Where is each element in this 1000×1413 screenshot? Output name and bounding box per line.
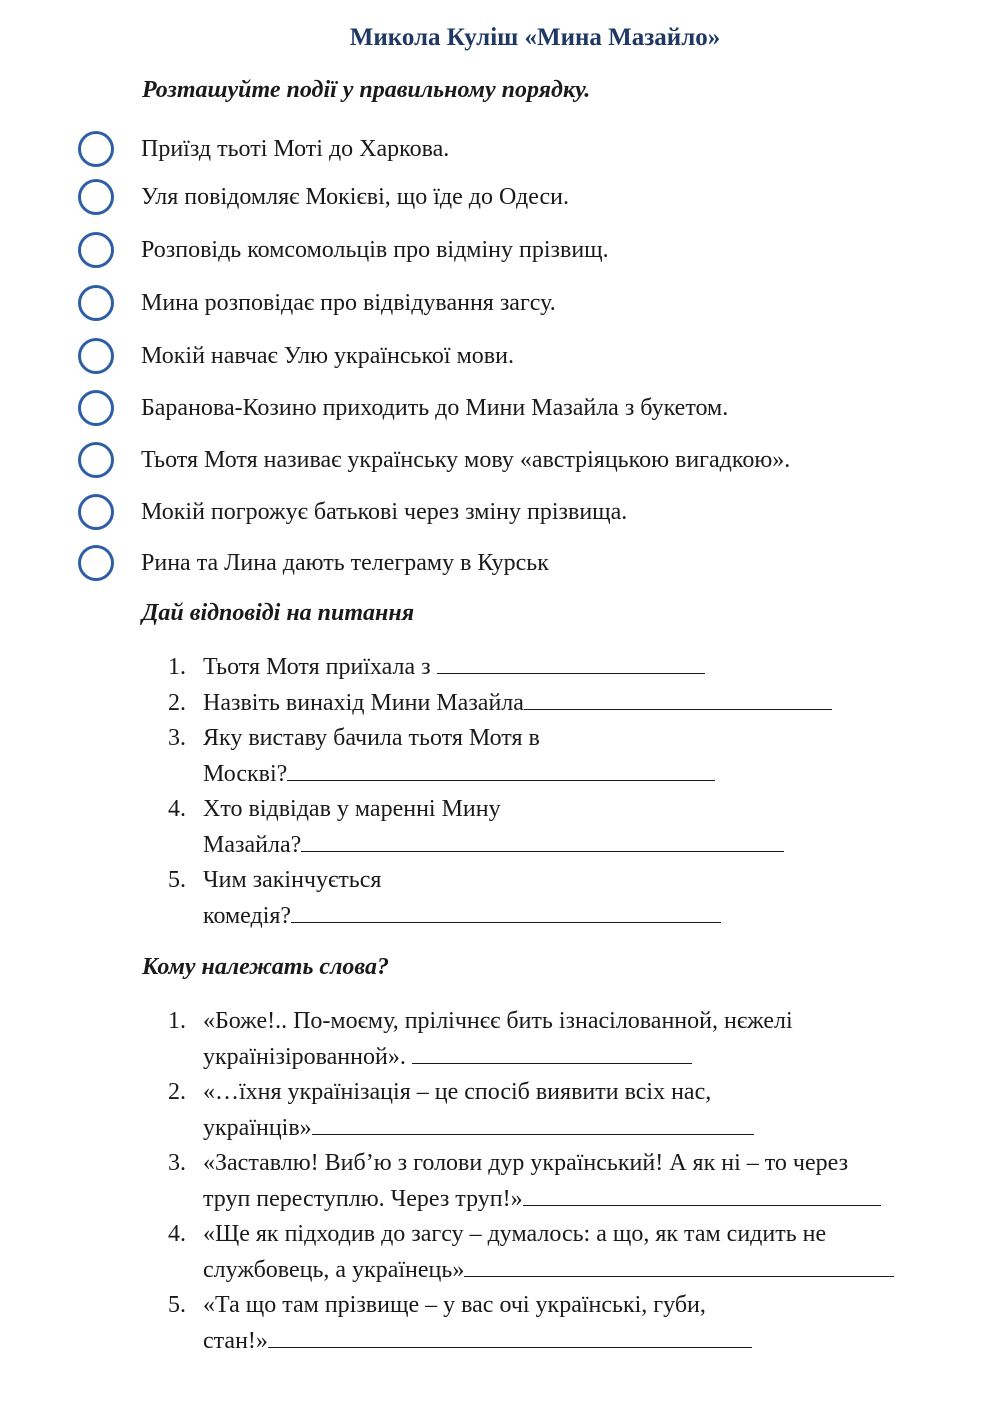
order-circle-input[interactable] [78, 285, 114, 321]
quote-text-line: «Ще як підходив до загсу – думалось: а що, як там сидить не [203, 1221, 827, 1247]
quote-number: 2. [168, 1079, 186, 1105]
quote-text-line: «Заставлю! Виб’ю з голови дур український! А як ні – то через [203, 1150, 849, 1176]
quote-text: труп переступлю. Через труп!» [203, 1185, 523, 1212]
question-text-line: Чим закінчується [203, 867, 382, 893]
answer-blank[interactable] [412, 1041, 692, 1064]
quote-text-line: «Та що там прізвище – у вас очі українські, губи, [203, 1292, 706, 1318]
answer-blank[interactable] [464, 1254, 894, 1277]
order-circle-input[interactable] [78, 545, 114, 581]
event-row[interactable] [78, 129, 449, 169]
event-row[interactable] [78, 543, 549, 583]
event-text: Приїзд тьоті Моті до Харкова. [141, 135, 450, 162]
question-text: Тьотя Мотя приїхала з [203, 654, 437, 680]
quote-item [168, 1004, 958, 1075]
order-circle-input[interactable] [78, 232, 114, 268]
answer-blank[interactable] [524, 687, 832, 710]
quote-text: стан!» [203, 1327, 268, 1354]
event-text: Мокій погрожує батькові через зміну прізвища. [141, 498, 628, 525]
order-circle-input[interactable] [78, 179, 114, 215]
question-item [168, 650, 958, 686]
quote-item [168, 1288, 958, 1359]
answer-blank[interactable] [312, 1112, 754, 1135]
event-row[interactable] [78, 336, 514, 376]
question-text: Назвіть винахід Мини Мазайла [203, 689, 524, 716]
quote-item [168, 1075, 958, 1146]
event-row[interactable] [78, 230, 609, 270]
question-text: Мазайла? [203, 831, 302, 858]
question-item [168, 721, 958, 792]
answer-blank[interactable] [268, 1325, 752, 1348]
quote-number: 4. [168, 1221, 186, 1247]
question-item [168, 686, 958, 722]
quote-number: 1. [168, 1008, 186, 1034]
event-text: Уля повідомляє Мокієві, що їде до Одеси. [141, 183, 569, 210]
order-circle-input[interactable] [78, 131, 114, 167]
quote-text-line: «…їхня українізація – це спосіб виявити всіх нас, [203, 1079, 712, 1105]
quote-number: 5. [168, 1292, 186, 1318]
event-row[interactable] [78, 440, 790, 480]
answer-blank[interactable] [291, 900, 721, 923]
event-text: Розповідь комсомольців про відміну прізвищ. [141, 236, 609, 263]
event-text: Мокій навчає Улю української мови. [141, 342, 514, 369]
quote-text-line: «Боже!.. По-моєму, прілічнєє бить ізнасілованной, нєжелі [203, 1008, 793, 1034]
order-section-heading: Розташуйте події у правильному порядку. [142, 77, 591, 103]
event-text: Мина розповідає про відвідування загсу. [141, 289, 556, 316]
question-number: 3. [168, 725, 186, 751]
event-row[interactable] [78, 388, 728, 428]
event-text: Рина та Лина дають телеграму в Курськ [141, 549, 549, 576]
answer-blank[interactable] [301, 829, 784, 852]
question-text-line: Яку виставу бачила тьотя Мотя в [203, 725, 540, 751]
page-title: Микола Куліш «Мина Мазайло» [349, 24, 721, 51]
quote-item [168, 1146, 958, 1217]
quote-item [168, 1217, 958, 1288]
questions-list [168, 650, 958, 934]
question-item [168, 792, 958, 863]
question-number: 1. [168, 654, 186, 680]
answer-blank[interactable] [437, 651, 705, 674]
event-text: Баранова-Козино приходить до Мини Мазайла з букетом. [141, 394, 729, 421]
question-number: 2. [168, 689, 186, 716]
order-circle-input[interactable] [78, 338, 114, 374]
question-text: комедія? [203, 902, 292, 929]
question-item [168, 863, 958, 934]
question-text-line: Хто відвідав у маренні Мину [203, 796, 501, 822]
quote-text: українців» [203, 1114, 312, 1141]
event-row[interactable] [78, 492, 627, 532]
question-number: 5. [168, 867, 186, 893]
order-circle-input[interactable] [78, 442, 114, 478]
questions-section-heading: Дай відповіді на питання [142, 600, 415, 626]
quote-text: службовець, а українець» [203, 1256, 465, 1283]
question-number: 4. [168, 796, 186, 822]
answer-blank[interactable] [287, 758, 715, 781]
question-text: Москві? [203, 760, 288, 787]
answer-blank[interactable] [523, 1183, 881, 1206]
event-row[interactable] [78, 283, 556, 323]
event-row[interactable] [78, 177, 569, 217]
event-text: Тьотя Мотя називає українську мову «австріяцькою вигадкою». [141, 446, 791, 473]
quotes-list [168, 1004, 958, 1359]
order-circle-input[interactable] [78, 390, 114, 426]
quote-text: українізірованной». [203, 1043, 412, 1070]
order-circle-input[interactable] [78, 494, 114, 530]
quote-number: 3. [168, 1150, 186, 1176]
quotes-section-heading: Кому належать слова? [142, 954, 389, 980]
